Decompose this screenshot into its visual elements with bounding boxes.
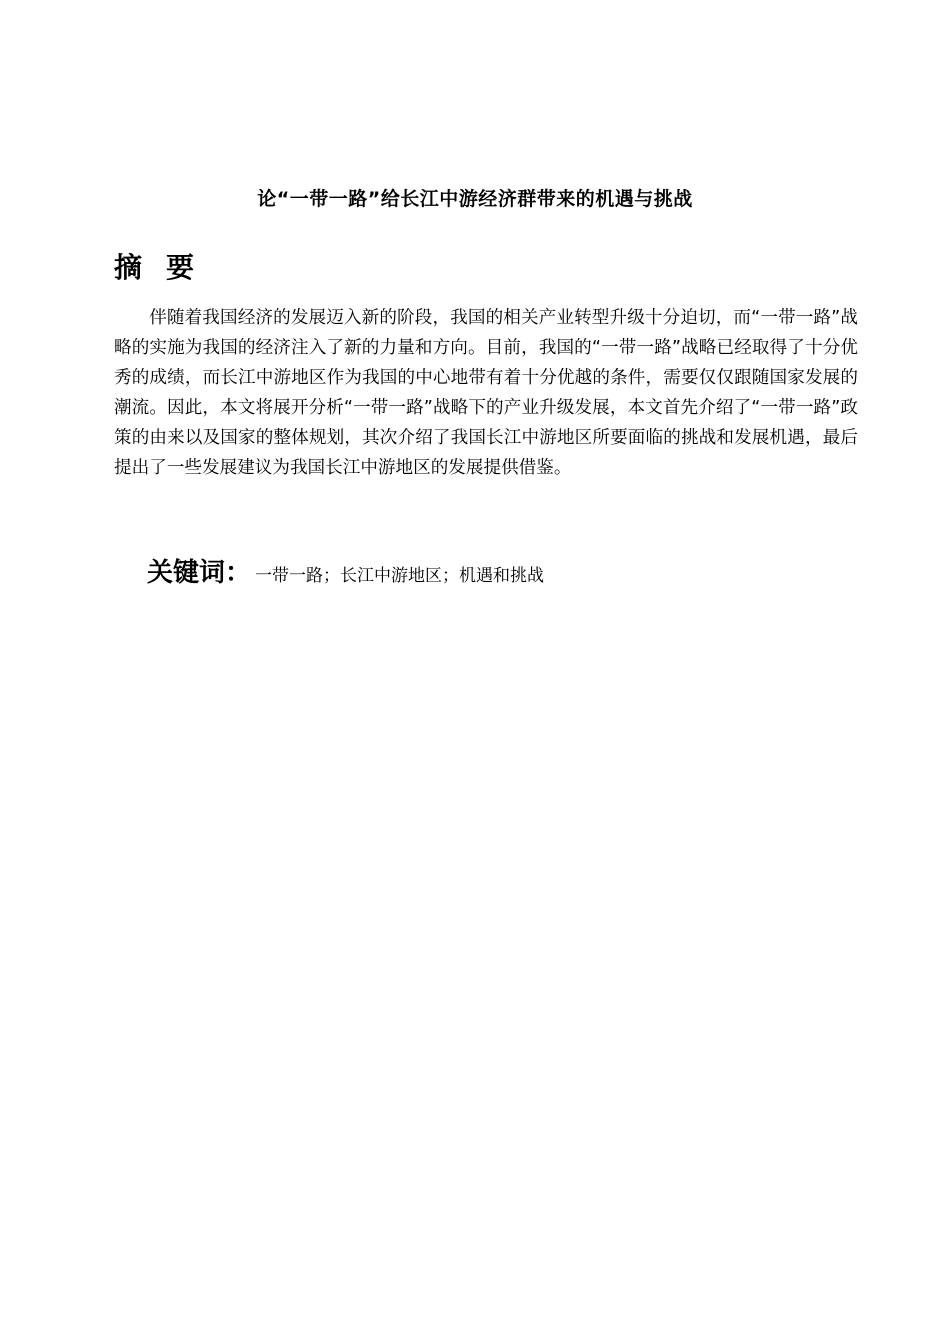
keywords-line	[147, 552, 544, 589]
abstract-paragraph: 伴随着我国经济的发展迈入新的阶段，我国的相关产业转型升级十分迫切，而“一带一路”战略的实施为我国的经济注入了新的力量和方向。目前，我国的“一带一路”战略已经取得了十分优秀的成绩，而长江中游地区作为我国的中心地带有着十分优越的条件，需要仅仅跟随国家发展的潮流。因此，本文将展开分析“一带一路”战略下的产业升级发展，本文首先介绍了“一带一路”政策的由来以及国家的整体规划，其次介绍了我国长江中游地区所要面临的挑战和发展机遇，最后提出了一些发展建议为我国长江中游地区的发展提供借鉴。	[114, 308, 858, 478]
document-title: 论“一带一路”给长江中游经济群带来的机遇与挑战	[257, 188, 693, 210]
abstract-heading: 摘要	[114, 251, 219, 284]
keywords-value: 一带一路；长江中游地区；机遇和挑战	[255, 566, 545, 586]
keywords-label: 关键词：	[147, 558, 252, 588]
